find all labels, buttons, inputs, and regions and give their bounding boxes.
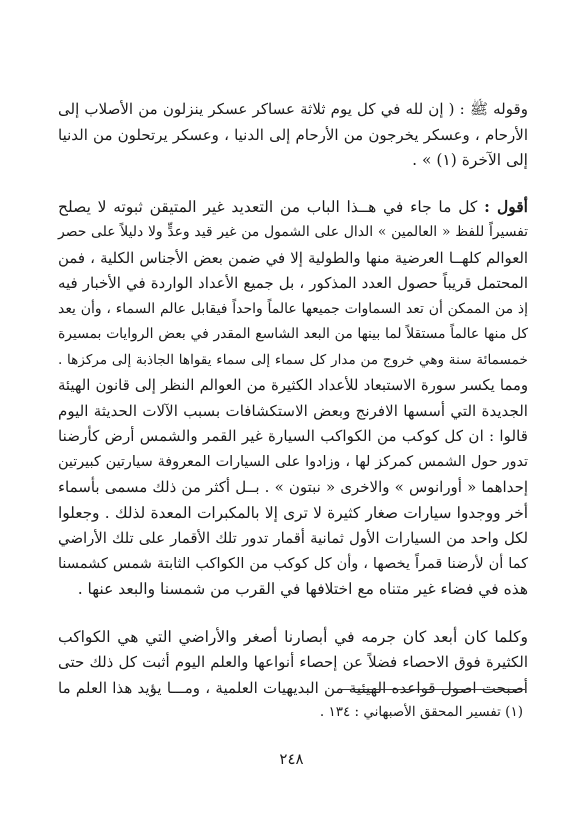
text-line: أخر ووجدوا سيارات صغار كثيرة لا ترى إلا بالمكبرات المعدة لذلك . وجعلوا [58,503,528,522]
page-body [58,97,528,701]
text-line: وكلما كان أبعد كان جرمه في أبصارنا أصغر والأراضي التي هي الكواكب [58,627,528,646]
text-line: الكثيرة فوق الاحصاء فضلاً عن إحصاء أنواعها والعلم اليوم أثبت كل ذلك حتى [58,653,528,671]
text-line: العوالم كلهــا العرضية منها والطولية إلا في ضمن بعض الأجناس الكلية ، فمن [58,249,528,267]
text-line: ومما يكسر سورة الاستبعاد للأعداد الكثيرة من العوالم النظر إلى قانون الهيئة [58,377,528,394]
text-line: خمسمائة سنة وهي خروج من مدار كل سماء إلى سماء يقواها الجاذبة إلى مركزها . [58,351,528,368]
paragraph-hadith-quote [58,97,528,174]
text-line: الأرحام ، وعسكر يخرجون من الأرحام إلى الدنيا ، وعسكر يرتحلون من الدنيا [58,125,528,144]
text-line: كما أن لأرضنا قمراً يخصها ، وأن كل كوكب من الكواكب الثابتة شمس كشمسنا [58,555,528,572]
text-line: قالوا : ان كل كوكب من الكواكب السيارة غير القمر والشمس أرض كأرضنا [58,427,528,445]
text-line: لكل واحد من السيارات الأول ثمانية أقمار تدور تلك الأقمار على تلك الأراضي [58,529,528,547]
text-line: تدور حول الشمس كمركز لها ، وزادوا على السيارات المعروفة سيارتين كبيرتين [58,453,528,470]
page-number: ٢٤٨ [279,750,304,768]
text-line: كل ما جاء في هــذا الباب من التعديد غير المتيقن ثبوته لا يصلح [58,197,478,216]
lead-word: أقول : [484,196,528,216]
text-line: إلى الآخرة (١) » . [412,151,528,169]
text-line: أصبحت اصول قواعده الهيئية من البديهيات العلمية ، ومـــا يؤيد هذا العلم ما [58,678,528,697]
text-line-with-lead [58,194,528,221]
paragraph-commentary [58,194,528,603]
text-line: إذ من الممكن أن تعد السماوات جميعها عالماً واحداً فيقابل عالم السماء ، وأن يعد [58,300,528,317]
text-line: الجديدة التي أسسها الافرنج وبعض الاستكشافات بسبب الآلات الحديثة اليوم [58,401,528,420]
text-line: هذه في فضاء غير متناه مع اختلافها في القرب من شمسنا والبعد عنها . [77,580,528,598]
footnote: (١) تفسير المحقق الأصبهاني : ١٣٤ . [319,704,523,720]
text-line: المحتمل قريباً حصول العدد المذكور ، بل جميع الأعداد الواردة في الأخبار فيه [58,274,528,292]
text-line: إحداهما « أورانوس » والاخرى « نبتون » . بــل أكثر من ذلك مسمى بأسماء [58,478,528,496]
text-line: كل منها عالماً مستقلاً لما بينها من البعد الشاسع المقدر في بعض الروايات بمسيرة [58,326,528,342]
text-line: تفسيراً للفظ « العالمين » الدال على الشمول من غير قيد وعدٍّ ولا دليلاً على حصر [58,224,528,240]
text-line: وقوله ﷺ : ( إن لله في كل يوم ثلاثة عساكر عسكر ينزلون من الأصلاب إلى [58,100,528,118]
footnote-divider [340,689,525,690]
